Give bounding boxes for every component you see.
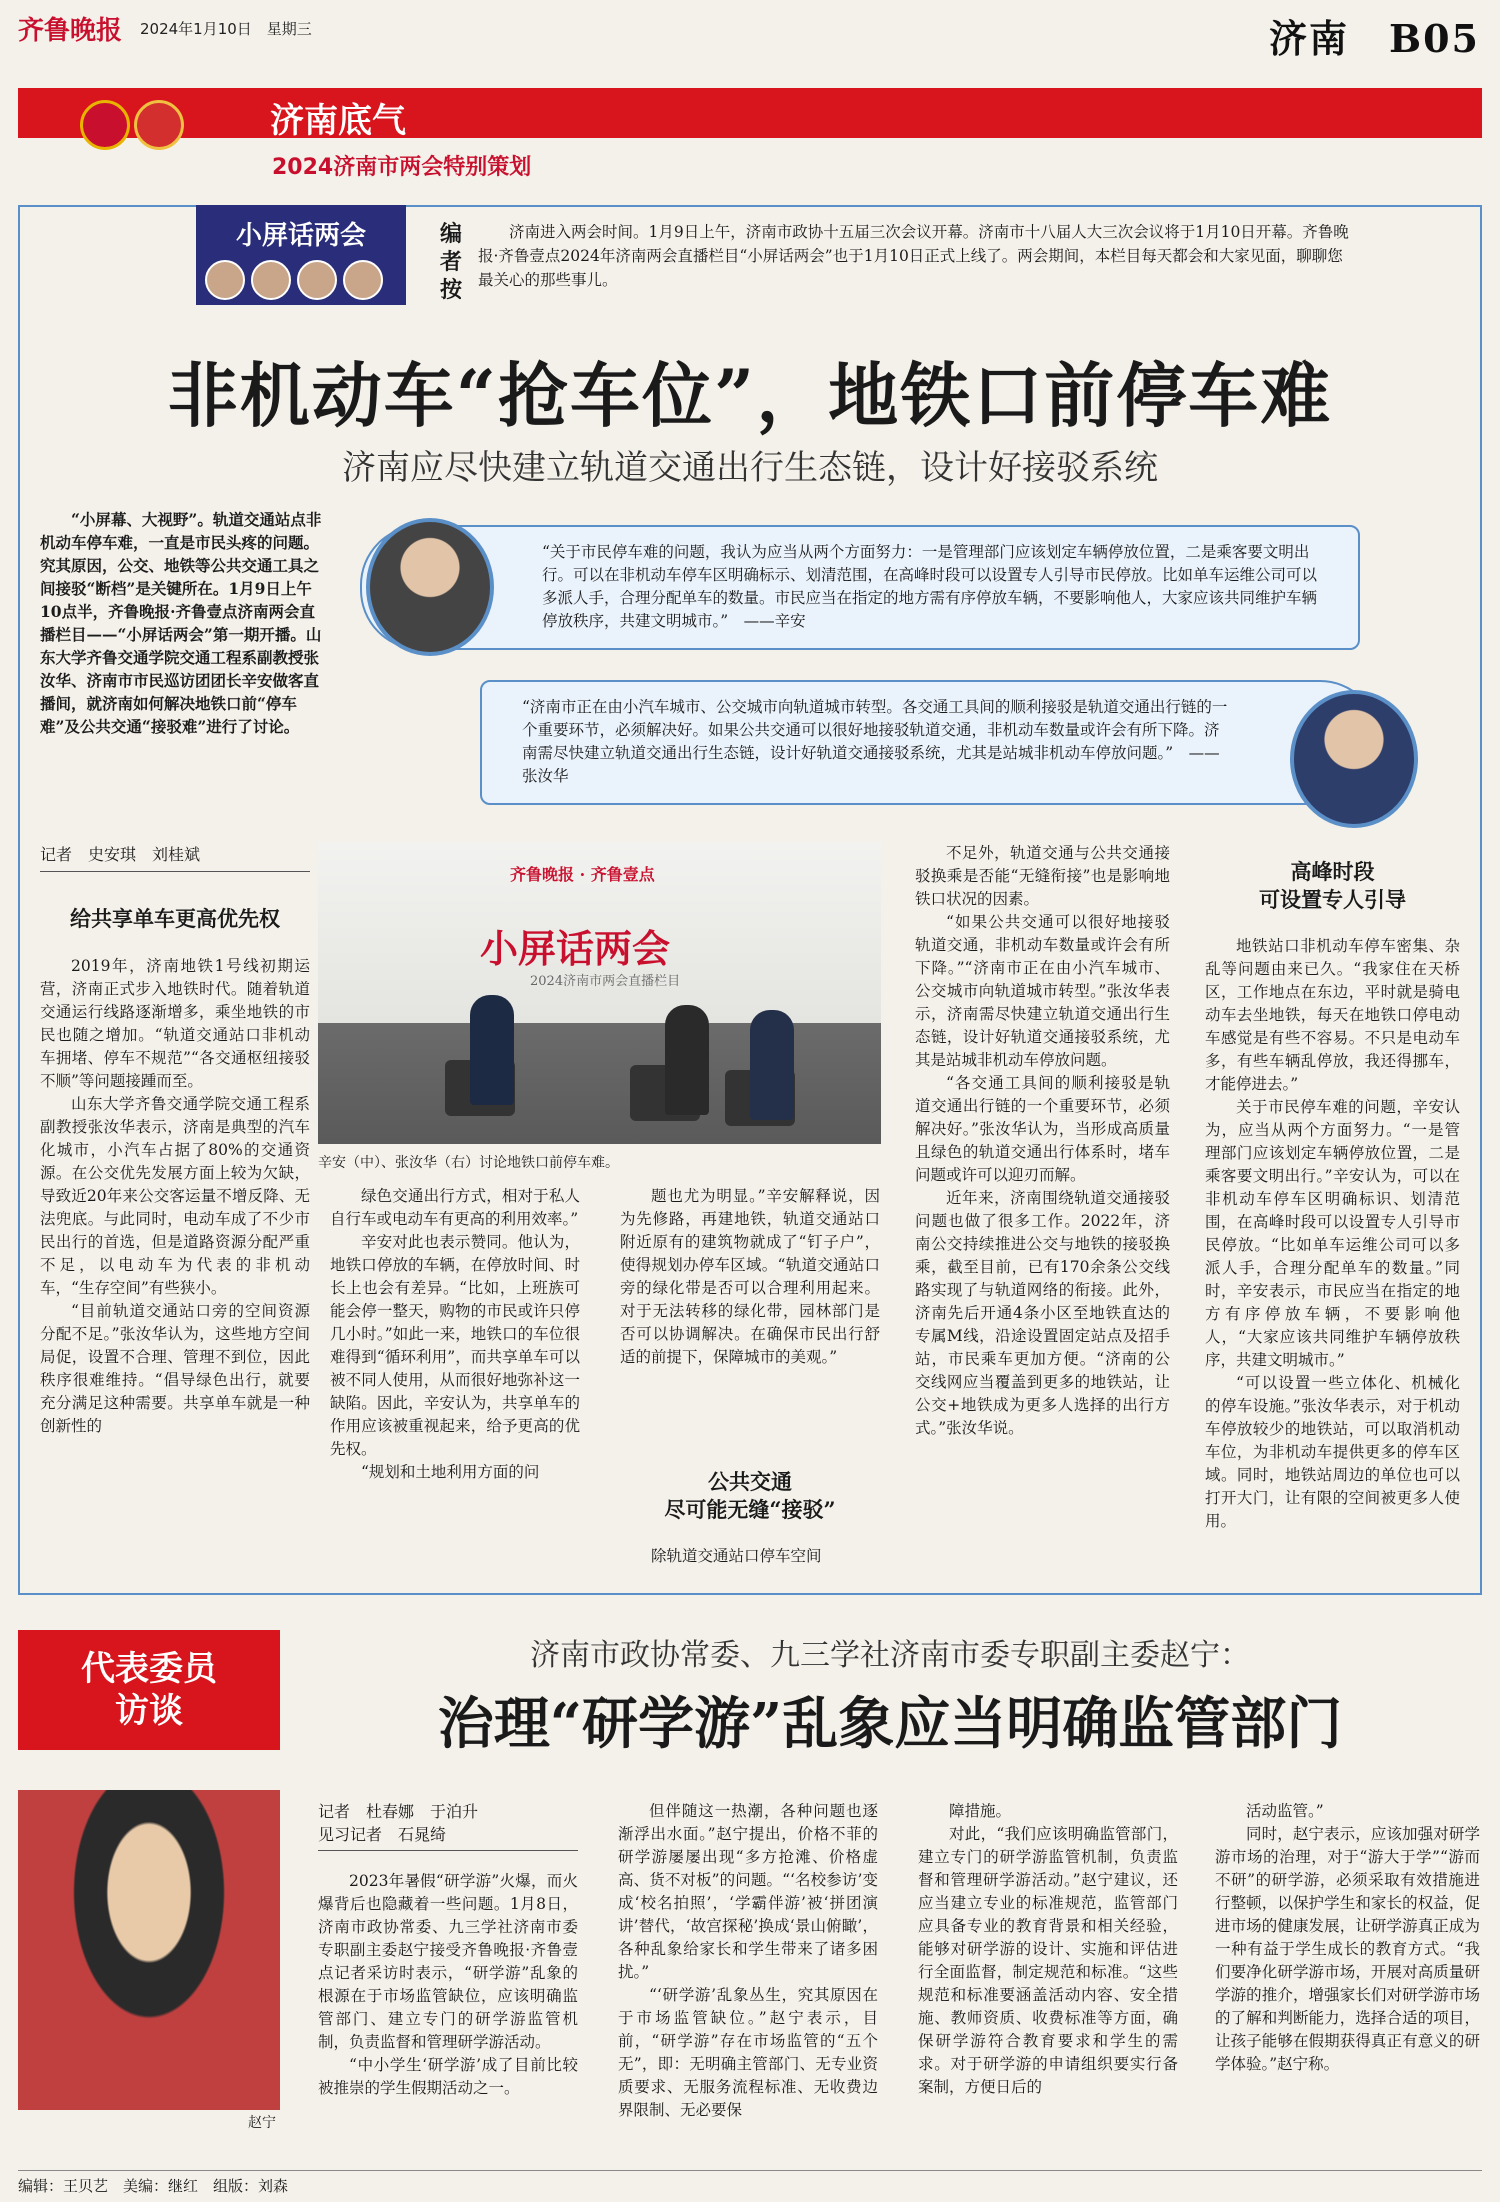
main-subheadline: 济南应尽快建立轨道交通出行生态链，设计好接驳系统 <box>342 448 1158 488</box>
zhao-ning-portrait <box>18 1790 280 2110</box>
paragraph: “可以设置一些立体化、机械化的停车设施。”张汝华表示，对于机动车停放较少的地铁站，可以取消机动车位，为非机动车提供更多的停车区域。同时，地铁站周边的单位也可以打开大门，让有限的空间被更多人使用。 <box>1205 1374 1460 1530</box>
editor-note: 济南进入两会时间。1月9日上午，济南市政协十五届三次会议开幕。济南市十八届人大三次会议将于1月10日开幕。齐鲁晚报·齐鲁壹点2024年济南两会直播栏目“小屏话两会”也于1月10日正式上线了。两会期间，本栏目每天都会和大家见面，聊聊您最关心的那些事儿。 <box>478 223 1349 289</box>
paragraph: “‘研学游’乱象丛生，究其原因在于市场监管缺位。”赵宁表示，目前，“研学游”存在市场监管的“五个无”，即：无明确主管部门、无专业资质要求、无服务流程标准、无收费边界限制、无必要保 <box>618 1986 878 2119</box>
interview-deck: 济南市政协常委、九三学社济南市委专职副主委赵宁： <box>530 1638 1250 1673</box>
portrait-caption: 赵宁 <box>248 2115 276 2131</box>
paragraph: “中小学生‘研学游’成了目前比较被推崇的学生假期活动之一。 <box>318 2056 578 2097</box>
xin-an-portrait <box>366 518 494 656</box>
divider <box>318 1850 578 1851</box>
paragraph: 活动监管。” <box>1246 1802 1324 1820</box>
section-heading-line: 公共交通 <box>708 1469 792 1494</box>
cppcc-emblem-icon <box>134 100 184 150</box>
interview-badge-line: 访谈 <box>115 1691 183 1731</box>
byline <box>40 842 310 872</box>
photo-logo: 齐鲁晚报 · 齐鲁壹点 <box>510 865 655 884</box>
interview-badge <box>18 1630 280 1750</box>
quote-text: “关于市民停车难的问题，我认为应当从两个方面努力：一是管理部门应该划定车辆停放位置，二是乘客要文明出行。可以在非机动车停车区明确标示、划清范围，在高峰时段可以设置专人引导市民停放。比如单车运维公司可以多派人手，合理分配单车的数量。市民应当在指定的地方需有序停放车辆，不要影响他人，大家应该共同维护车辆停放秩序，共建文明城市。” ——辛安 <box>542 543 1318 630</box>
quote-box-xin-an <box>360 525 1360 650</box>
column-badge-label: 小屏话两会 <box>235 221 366 251</box>
article-column <box>620 1185 880 1369</box>
quote-box-zhang-ruhua <box>480 680 1380 805</box>
host-avatars <box>205 260 395 300</box>
byline-text: 记者 杜春娜 于泊升 <box>318 1802 479 1821</box>
paragraph: “如果公共交通可以很好地接驳轨道交通，非机动车数量或许会有所下降。”“济南市正在由小汽车城市、公交城市向轨道城市转型。”张汝华表示，济南需尽快建立轨道交通出行生态链，设计好轨道交通接驳系统，尤其是站城非机动车停放问题。 <box>915 913 1170 1069</box>
host-figure <box>470 995 514 1105</box>
guest-figure <box>750 1010 794 1120</box>
divider <box>40 871 310 872</box>
section-subtitle: 2024济南市两会特别策划 <box>272 155 532 180</box>
interview-column <box>318 1870 578 2100</box>
article-column-tail: 除轨道交通站口停车空间 <box>651 1547 822 1565</box>
avatar <box>251 260 291 300</box>
main-headline: 非机动车“抢车位”，地铁口前停车难 <box>167 354 1333 437</box>
paragraph: 题也尤为明显。”辛安解释说，因为先修路，再建地铁，轨道交通站口附近原有的建筑物就成了“钉子户”，使得规划办停车区域。“轨道交通站口旁的绿化带是否可以合理利用起来。对于无法转移的绿化带，园林部门是否可以协调解决。在确保市民出行舒适的前提下，保障城市的美观。” <box>620 1187 880 1366</box>
paragraph: “目前轨道交通站口旁的空间资源分配不足。”张汝华认为，这些地方空间局促，设置不合理、管理不到位，因此秩序很难维持。“倡导绿色出行，就要充分满足这种需要。共享单车就是一种创新性的 <box>40 1302 310 1435</box>
section-heading <box>620 1468 880 1524</box>
guest-figure <box>665 1005 709 1115</box>
credits-text: 编辑：王贝艺 美编：继红 组版：刘森 <box>18 2177 289 2195</box>
article-column <box>40 955 310 1438</box>
interview-byline <box>318 1800 578 1851</box>
interview-column <box>618 1800 878 2122</box>
paragraph: 但伴随这一热潮，各种问题也逐渐浮出水面。”赵宁提出，价格不菲的研学游屡屡出现“多方抢滩、价格虚高、货不对板”的问题。“‘名校参访’变成‘校名拍照’，‘学霸伴游’被‘拼团演讲’替代，‘故宫探秘’换成‘景山俯瞰’，各种乱象给家长和学生带来了诸多困扰。” <box>618 1802 878 1981</box>
quote-text: “济南市正在由小汽车城市、公交城市向轨道城市转型。各交通工具间的顺利接驳是轨道交通出行链的一个重要环节，必须解决好。如果公共交通可以很好地接驳轨道交通，非机动车数量或许会有所下降。济南需尽快建立轨道交通出行生态链，设计好轨道交通接驳系统，尤其是站城非机动车停放问题。” ——张汝华 <box>522 698 1228 785</box>
section-heading-line: 可设置专人引导 <box>1259 887 1406 912</box>
paragraph: 近年来，济南围绕轨道交通接驳问题也做了很多工作。2022年，济南公交持续推进公交与地铁的接驳换乘，截至目前，已有170余条公交线路实现了与轨道网络的衔接。此外，济南先后开通4条小区至地铁直达的专属M线，沿途设置固定站点及招手站，市民乘车更加方便。“济南的公交线网应当覆盖到更多的地铁站，让公交+地铁成为更多人选择的出行方式。”张汝华说。 <box>915 1189 1170 1437</box>
photo-show-subtitle: 2024济南市两会直播栏目 <box>530 974 681 989</box>
section-title: 济南底气 <box>270 101 406 141</box>
paragraph: 山东大学齐鲁交通学院交通工程系副教授张汝华表示，济南是典型的汽车化城市，小汽车占据了80%的交通资源。在公交优先发展方面上较为欠缺，导致近20年来公交客运量不增反降、无法兜底。与此同时，电动车成了不少市民出行的首选，但是道路资源分配严重不足，以电动车为代表的非机动车，“生存空间”有些狭小。 <box>40 1095 310 1297</box>
section-heading-line: 尽可能无缝“接驳” <box>664 1497 836 1522</box>
interview-badge-line: 代表委员 <box>81 1649 217 1689</box>
avatar <box>205 260 245 300</box>
article-column <box>1205 935 1460 1533</box>
edition-page: 济南 B05 <box>1269 16 1480 61</box>
studio-photo <box>318 842 881 1144</box>
zhang-ruhua-portrait <box>1290 690 1418 828</box>
photo-caption: 辛安（中）、张汝华（右）讨论地铁口前停车难。 <box>318 1155 619 1171</box>
avatar <box>297 260 337 300</box>
paragraph: “规划和土地利用方面的问 <box>361 1463 540 1481</box>
editor-note-label: 编者按 <box>440 221 463 303</box>
paragraph: 2023年暑假“研学游”火爆，而火爆背后也隐藏着一些问题。1月8日，济南市政协常委、九三学社济南市委专职副主委赵宁接受齐鲁晚报·齐鲁壹点记者采访时表示，“研学游”乱象的根源在于市场监管缺位，应该明确监管部门、建立专门的研学游监管机制，负责监督和管理研学游活动。 <box>318 1872 578 2051</box>
paragraph: 对此，“我们应该明确监管部门，建立专门的研学游监管机制，负责监督和管理研学游活动。”赵宁建议，还应当建立专业的标准规范，监管部门应具备专业的教育背景和相关经验，能够对研学游的设计、实施和评估进行全面监督，制定规范和标准。“这些规范和标准要涵盖活动内容、安全措施、教师资质、收费标准等方面，确保研学游符合教育要求和学生的需求。对于研学游的申请组织要实行备案制，方便日后的 <box>918 1825 1178 2096</box>
paragraph: 同时，赵宁表示，应该加强对研学游市场的治理，对于“游大于学”“游而不研”的研学游，必须采取有效措施进行整顿，以保护学生和家长的权益，促进市场的健康发展，让研学游真正成为一种有益于学生成长的教育方式。“我们要净化研学游市场，开展对高质量研学游的推介，增强家长们对研学游市场的了解和判断能力，选择合适的项目，让孩子能够在假期获得真正有意义的研学体验。”赵宁称。 <box>1215 1825 1480 2073</box>
interview-column <box>1215 1800 1480 2076</box>
byline-text: 记者 史安琪 刘桂斌 <box>40 845 201 864</box>
paragraph: 绿色交通出行方式，相对于私人自行车或电动车有更高的利用效率。” <box>330 1187 580 1228</box>
section-heading-line: 高峰时段 <box>1290 859 1375 884</box>
article-column <box>915 842 1170 1440</box>
national-emblem-icon <box>80 100 130 150</box>
paper-logo: 齐鲁晚报 <box>18 16 123 46</box>
paragraph: 地铁站口非机动车停车密集、杂乱等问题由来已久。“我家住在天桥区，工作地点在东边，平时就是骑电动车去坐地铁，每天在地铁口停电动车感觉是有些不容易。不只是电动车多，有些车辆乱停放，我还得挪车，才能停进去。” <box>1205 937 1460 1093</box>
page-credits <box>18 2170 1482 2196</box>
section-banner <box>18 88 1482 138</box>
byline-text: 见习记者 石晁绮 <box>318 1825 447 1844</box>
photo-show-title: 小屏话两会 <box>480 926 671 971</box>
avatar <box>343 260 383 300</box>
interview-headline: 治理“研学游”乱象应当明确监管部门 <box>437 1691 1343 1757</box>
issue-date: 2024年1月10日 星期三 <box>140 20 312 38</box>
article-column <box>330 1185 580 1484</box>
paragraph: 2019年，济南地铁1号线初期运营，济南正式步入地铁时代。随着轨道交通运行线路逐渐增多，乘坐地铁的市民也随之增加。“轨道交通站口非机动车拥堵、停车不规范”“各交通枢纽接驳不顺”等问题接踵而至。 <box>40 957 310 1090</box>
paragraph: 辛安对此也表示赞同。他认为，地铁口停放的车辆，在停放时间、时长上也会有差异。“比如，上班族可能会停一整天，购物的市民或许只停几小时。”如此一来，地铁口的车位很难得到“循环利用”，而共享单车可以被不同人使用，从而很好地弥补这一缺陷。因此，辛安认为，共享单车的作用应该被重视起来，给予更高的优先权。 <box>330 1233 580 1458</box>
lead-paragraph: “小屏幕、大视野”。轨道交通站点非机动车停车难，一直是市民头疼的问题。究其原因，公交、地铁等公共交通工具之间接驳“断档”是关键所在。1月9日上午10点半，齐鲁晚报·齐鲁壹点济南两会直播栏目——“小屏话两会”第一期开播。山东大学齐鲁交通学院交通工程系副教授张汝华、济南市市民巡访团团长辛安做客直播间，就济南如何解决地铁口前“停车难”及公共交通“接驳难”进行了讨论。 <box>40 510 322 736</box>
section-heading <box>1205 858 1460 914</box>
paragraph: 不足外，轨道交通与公共交通接驳换乘是否能“无缝衔接”也是影响地铁口状况的因素。 <box>915 844 1170 908</box>
interview-column <box>918 1800 1178 2099</box>
section-heading: 给共享单车更高优先权 <box>70 906 280 931</box>
paragraph: 障措施。 <box>949 1802 1012 1820</box>
paragraph: “各交通工具间的顺利接驳是轨道交通出行链的一个重要环节，必须解决好。”张汝华认为，当形成高质量且绿色的轨道交通出行体系时，堵车问题或许可以迎刃而解。 <box>915 1074 1170 1184</box>
paragraph: 关于市民停车难的问题，辛安认为，应当从两个方面努力。“一是管理部门应该划定车辆停放位置，二是乘客要文明出行。”辛安认为，可以在非机动车停车区明确标识、划清范围，在高峰时段可以设置专人引导市民停放。“比如单车运维公司可以多派人手，合理分配单车的数量。”同时，辛安表示，市民应当在指定的地方有序停放车辆，不要影响他人，“大家应该共同维护车辆停放秩序，共建文明城市。” <box>1205 1098 1460 1369</box>
